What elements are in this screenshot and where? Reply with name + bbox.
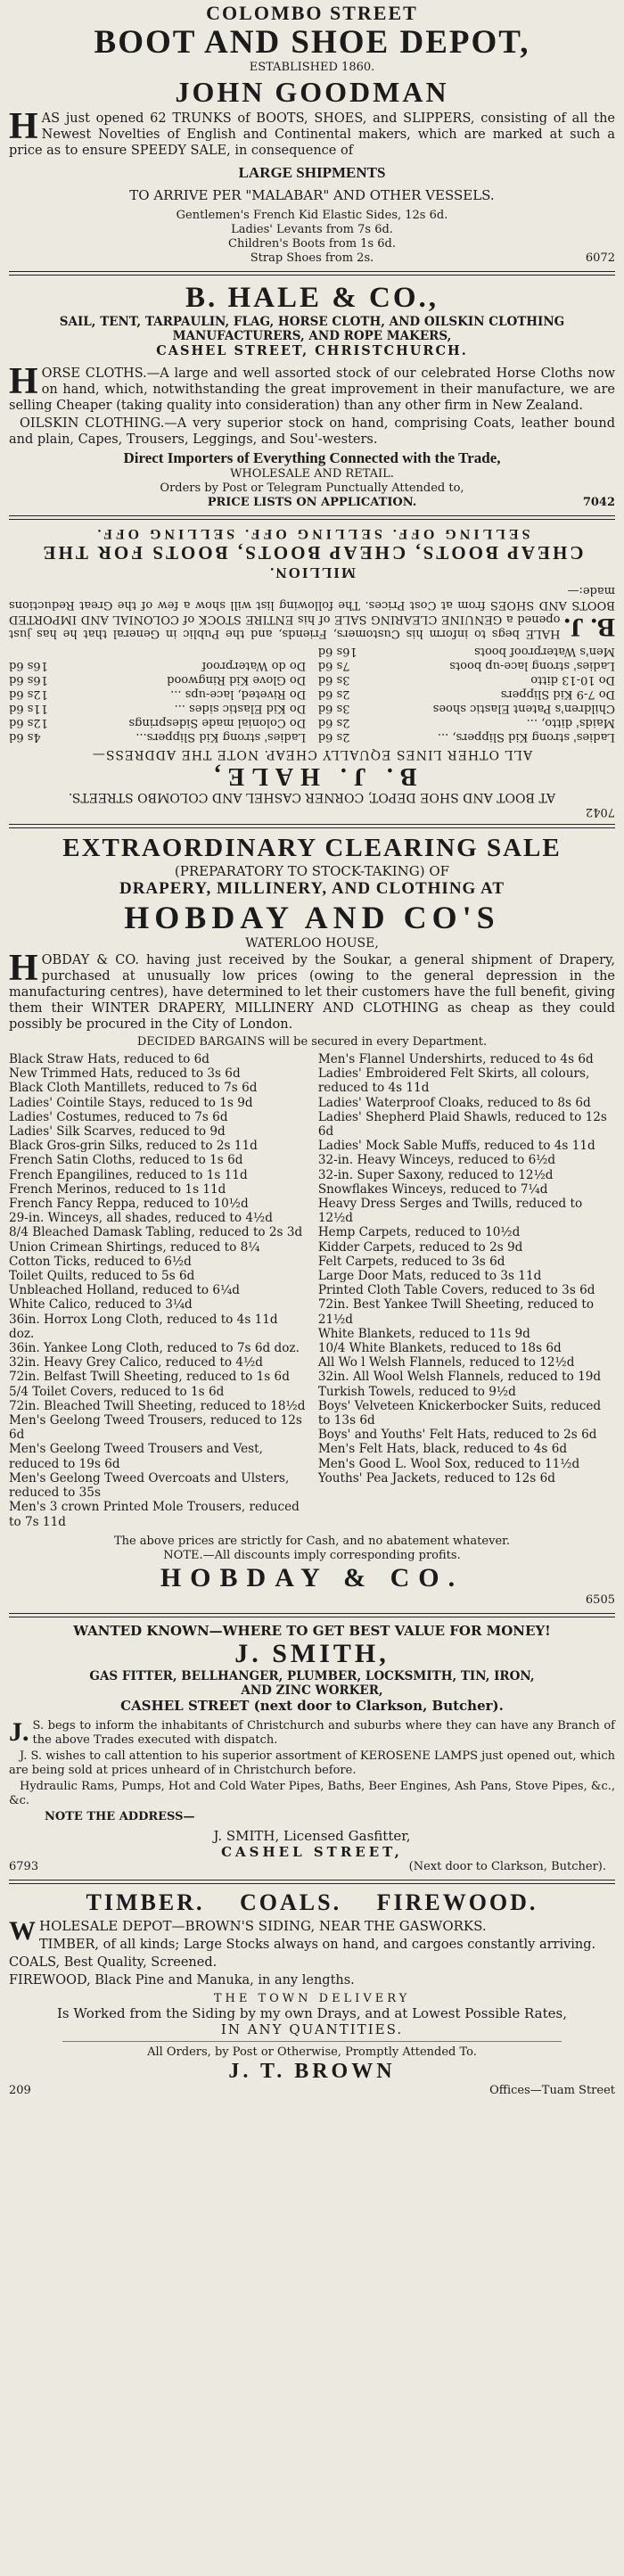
bargain-item: 29-in. Winceys, all shades, reduced to 4½d	[9, 1211, 273, 1226]
ad4-sub2: DRAPERY, MILLINERY, AND CLOTHING AT	[119, 879, 505, 898]
ad1-street: COLOMBO STREET	[206, 2, 418, 24]
bargain-item: Men's 3 crown Printed Mole Trousers, reduced to 7s 11d	[9, 1500, 300, 1529]
ad5-body3: Hydraulic Rams, Pumps, Hot and Cold Water Pipes, Baths, Beer Engines, Ash Pans, Stove Pipes, &c., &c.	[9, 1779, 615, 1807]
bargain-item: Printed Cloth Table Covers, reduced to 3s 6d	[317, 1283, 595, 1298]
bargain-item: Ladies' Mock Sable Muffs, reduced to 4s 11d	[317, 1139, 595, 1154]
ad5-drop-cap: J.	[9, 1716, 29, 1747]
bargain-item: Kidder Carpets, reduced to 2s 9d	[317, 1239, 523, 1255]
ad1-body: AS just opened 62 TRUNKS of BOOTS, SHOES, and SLIPPERS, consisting of all the Newest Novelties of English and Continental makers, which are marked at such a price as to ensure SPEEDY SALE, in consequence of	[9, 111, 615, 158]
bargain-item: French Epangilines, reduced to 1s 11d	[9, 1167, 248, 1182]
ad3-item	[318, 644, 615, 658]
ad3-item-price: 2s 6d	[317, 687, 350, 701]
ad3-number: 7042	[585, 805, 615, 819]
ad3-item	[318, 672, 615, 687]
brown-timber-ad	[9, 1889, 615, 2098]
divider	[9, 271, 615, 276]
ad3-item-name: Do 10-13 ditto	[530, 673, 615, 687]
ad4-title: EXTRAORDINARY CLEARING SALE	[62, 834, 562, 862]
ad2-line1: SAIL, TENT, TARPAULIN, FLAG, HORSE CLOTH, AND OILSKIN CLOTHING	[59, 315, 565, 329]
ad1-item: Children's Boots from 1s 6d.	[228, 237, 396, 251]
ad1-item-text: Strap Shoes from 2s.	[250, 251, 374, 265]
ad5-trade1: GAS FITTER, BELLHANGER, PLUMBER, LOCKSMITH, TIN, IRON,	[89, 1668, 535, 1683]
bargain-item: Felt Carpets, reduced to 3s 6d	[317, 1254, 505, 1269]
bj-hale-upside-down-ad	[9, 525, 615, 819]
ad3-item	[318, 715, 615, 729]
ad2-title: B. HALE & CO.,	[185, 282, 439, 314]
bargain-item: Ladies' Silk Scarves, reduced to 9d	[9, 1124, 226, 1140]
ad4-number: 6505	[585, 1593, 615, 1607]
ad5-wanted: WANTED KNOWN—WHERE TO GET BEST VALUE FOR MONEY!	[73, 1622, 551, 1639]
ad3-item-price: 11s 6d	[9, 702, 48, 715]
goodman-boot-ad	[9, 2, 615, 266]
bargain-item: All Wo l Welsh Flannels, reduced to 12½d	[317, 1355, 575, 1370]
ad3-headline: CHEAP BOOTS, CHEAP BOOTS, BOOTS FOR THE	[40, 542, 584, 564]
divider	[62, 2041, 562, 2042]
ad3-item	[9, 658, 306, 672]
ad5-trade2: AND ZINC WORKER,	[241, 1683, 383, 1698]
ad2-price: PRICE LISTS ON APPLICATION.	[207, 496, 417, 509]
ad5-sig2: CASHEL STREET,	[221, 1843, 403, 1860]
ad4-footer: HOBDAY & CO.	[160, 1562, 464, 1593]
bargain-item: 5/4 Toilet Covers, reduced to 1s 6d	[9, 1384, 225, 1399]
ad4-right-column	[318, 1052, 615, 1529]
bargain-item: French Merinos, reduced to 1s 11d	[9, 1181, 226, 1197]
bargain-item: Black Gros-grin Silks, reduced to 2s 11d	[9, 1139, 258, 1154]
ad3-item-name: Ladies' strong Kid Slippers, ...	[437, 730, 615, 744]
bargain-item: 32in. Heavy Grey Calico, reduced to 4½d	[9, 1355, 263, 1370]
bargain-item: Men's Geelong Tweed Trousers, reduced to 12s 6d	[9, 1413, 302, 1443]
ad3-item-name: Maids' ditto, ...	[526, 716, 615, 729]
ad5-name: J. SMITH,	[234, 1638, 390, 1668]
bargain-item: Ladies' Costumes, reduced to 7s 6d	[9, 1109, 228, 1124]
ad4-firm: HOBDAY AND CO'S	[124, 900, 500, 935]
ad6-town: THE TOWN DELIVERY	[213, 1991, 411, 2005]
ad3-item	[9, 687, 306, 701]
bargain-item: Ladies' Shepherd Plaid Shawls, reduced to 12s 6d	[317, 1109, 607, 1140]
ad3-left-list	[318, 644, 615, 744]
ad3-selling: SELLING OFF. SELLING OFF. SELLING OFF.	[94, 526, 530, 541]
ad3-million: MILLION.	[268, 564, 356, 581]
ad6-number: 209	[9, 2083, 31, 2097]
ad3-note: ALL OTHER LINES EQUALLY CHEAP. NOTE THE ADDRESS—	[91, 747, 533, 761]
ad2-price-line	[9, 496, 615, 510]
ad6-coals: COALS, Best Quality, Screened.	[9, 1955, 218, 1970]
bargain-item: Boys' Velveteen Knickerbocker Suits, reduced to 13s 6d	[317, 1398, 602, 1428]
ad5-body1: S. begs to inform the inhabitants of Christchurch and suburbs where they can have any Branch of the above Trades executed with dispatch.	[32, 1718, 615, 1747]
bargain-item: White Blankets, reduced to 11s 9d	[317, 1326, 530, 1341]
ad1-item	[9, 251, 615, 266]
ad3-intro: HALE begs to inform his Customers, Friends, and the Public in General that he has just opened a GENUINE CLEARING SALE of his ENTIRE STOCK of COLONIAL AND IMPORTED BOOTS AND SHOES from at Cost Prices. The following list will show a few of the Great Reductions made:—	[9, 584, 615, 640]
ad3-item-price: 2s 6d	[317, 730, 350, 744]
bargain-item: Black Straw Hats, reduced to 6d	[9, 1052, 209, 1066]
smith-gasfitter-ad	[9, 1623, 615, 1874]
ad1-name: JOHN GOODMAN	[175, 76, 449, 108]
bargain-item: Men's Geelong Tweed Trousers and Vest, reduced to 19s 6d	[9, 1442, 263, 1471]
ad2-line2: MANUFACTURERS, AND ROPE MAKERS,	[172, 329, 452, 343]
bargain-item: Men's Felt Hats, black, reduced to 4s 6d	[317, 1442, 568, 1457]
ad3-item-price: 16s 6d	[9, 673, 48, 687]
ad2-direct: Direct Importers of Everything Connected with the Trade,	[123, 449, 501, 466]
ad3-item-price: 2s 6d	[317, 716, 350, 729]
ad5-street: CASHEL STREET (next door to Clarkson, Butcher).	[120, 1697, 504, 1714]
bargain-item: Turkish Towels, reduced to 9½d	[317, 1384, 516, 1399]
ad1-title: BOOT AND SHOE DEPOT,	[94, 24, 530, 61]
divider	[9, 824, 615, 828]
bargain-item: Heavy Dress Serges and Twills, reduced to 12½d	[317, 1197, 583, 1226]
ad3-name: B. J. HALE,	[207, 762, 417, 790]
ad3-item	[318, 729, 615, 744]
ad6-offices: Offices—Tuam Street	[489, 2083, 615, 2097]
ad3-item	[318, 701, 615, 715]
ad5-body2: J. S. wishes to call attention to his superior assortment of KEROSENE LAMPS just opened out, which are being sold at prices unheard of in Christchurch before.	[9, 1749, 615, 1777]
ad4-house: WATERLOO HOUSE,	[245, 936, 379, 951]
divider	[9, 1880, 615, 1884]
bargain-item: Unbleached Holland, reduced to 6¼d	[9, 1283, 240, 1298]
ad1-item: Gentlemen's French Kid Elastic Sides, 12s 6d.	[176, 209, 448, 222]
bargain-item: Men's Good L. Wool Sox, reduced to 11½d	[317, 1456, 580, 1471]
ad2-body1: ORSE CLOTHS.—A large and well assorted stock of our celebrated Horse Cloths now on hand, which, notwithstanding the great improvement in their manufacture, we are selling Cheaper (taking quality into consideration) than any other firm in New Zealand.	[9, 366, 615, 413]
ad3-item-price: 4s 6d	[9, 730, 41, 744]
ad6-qty: IN ANY QUANTITIES.	[220, 2020, 404, 2037]
bargain-item: Boys' and Youths' Felt Hats, reduced to 2s 6d	[317, 1428, 597, 1443]
ad3-item-name: Do Glove Kid Ringwood	[167, 673, 307, 687]
bargain-item: French Fancy Reppa, reduced to 10½d	[9, 1197, 249, 1212]
ad5-sig-line	[9, 1860, 615, 1874]
ad3-item-price: 3s 6d	[317, 702, 350, 715]
ad6-name: J. T. BROWN	[228, 2059, 396, 2083]
bargain-item: Youths' Pea Jackets, reduced to 12s 6d	[317, 1470, 555, 1486]
ad3-price-lists	[9, 644, 615, 744]
bargain-item: Ladies' Cointile Stays, reduced to 1s 9d	[9, 1095, 253, 1110]
bargain-item: 8/4 Bleached Damask Tabling, reduced to 2s 3d	[9, 1225, 303, 1240]
ad3-item-name: Ladies' strong lace-up boots	[449, 659, 615, 672]
bargain-item: 32-in. Super Saxony, reduced to 12½d	[317, 1167, 554, 1182]
ad4-body: OBDAY & CO. having just received by the Soukar, a general shipment of Drapery, purchased at unusually low prices (owing to the general depression in the manufacturing centres), have determined to let their customers have the full benefit, giving them their WINTER DRAPERY, MILLINERY AND CLOTHING as cheap as they could possibly be procured in the City of London.	[9, 953, 615, 1032]
bargain-item: 72in. Bleached Twill Sheeting, reduced to 18½d	[9, 1398, 306, 1413]
ad3-item-name: Do Riveted, lace-ups ...	[170, 687, 307, 701]
bargain-item: Snowflakes Winceys, reduced to 7¼d	[317, 1181, 548, 1197]
ad3-item-name: Children's Patent Elastic shoes	[432, 702, 615, 715]
ad3-item-price: 7s 6d	[317, 659, 350, 672]
ad3-item	[9, 672, 306, 687]
ad2-body2: OILSKIN CLOTHING.—A very superior stock on hand, comprising Coats, leather bound and plain, Capes, Trousers, Leggings, and Sou'-westers.	[9, 416, 615, 447]
bargain-item: 36in. Horrox Long Cloth, reduced to 4s 11d doz.	[9, 1312, 278, 1341]
ad3-item-price: 16s 6d	[317, 645, 357, 658]
ad4-sub: (PREPARATORY TO STOCK-TAKING) OF	[174, 863, 450, 879]
bargain-item: Cotton Ticks, reduced to 6½d	[9, 1254, 192, 1269]
bargain-item: 32in. All Wool Welsh Flannels, reduced to 19d	[317, 1370, 602, 1385]
newspaper-advertisements-page	[9, 0, 615, 2098]
bargain-item: French Satin Cloths, reduced to 1s 6d	[9, 1153, 243, 1168]
ad2-wholesale: WHOLESALE AND RETAIL.	[230, 467, 394, 481]
ad6-line1: HOLESALE DEPOT—BROWN'S SIDING, NEAR THE GASWORKS.	[39, 1917, 487, 1934]
divider	[9, 515, 615, 520]
ad3-address: AT BOOT AND SHOE DEPOT, CORNER CASHEL AND COLOMBO STREETS.	[68, 790, 556, 804]
bargain-item: Toilet Quilts, reduced to 5s 6d	[9, 1269, 195, 1284]
divider	[9, 1613, 615, 1617]
ad4-left-column	[9, 1052, 306, 1529]
ad3-item	[318, 658, 615, 672]
ad6-orders: All Orders, by Post or Otherwise, Promptly Attended To.	[147, 2045, 477, 2059]
ad1-large: LARGE SHIPMENTS	[238, 164, 386, 181]
ad6-footer	[9, 2084, 615, 2098]
ad4-decided: DECIDED BARGAINS will be secured in every Department.	[136, 1035, 488, 1049]
bargain-item: Large Door Mats, reduced to 3s 11d	[317, 1269, 542, 1284]
ad3-item-price: 16s 6d	[9, 659, 48, 672]
ad3-item-name: Do Kid Elastic sides ...	[174, 702, 307, 715]
bargain-item: Ladies' Embroidered Felt Skirts, all colours, reduced to 4s 11d	[317, 1066, 590, 1096]
ad4-cash: The above prices are strictly for Cash, and no abatement whatever.	[113, 1534, 511, 1548]
ad3-item-name: Do 7-9 Kid Slippers	[500, 687, 615, 701]
ad6-drop-cap: W	[9, 1915, 36, 1946]
ad4-footer-line	[9, 1563, 615, 1593]
ad1-item: Ladies' Levants from 7s 6d.	[231, 223, 393, 236]
ad6-worked: Is Worked from the Siding by my own Drays, and at Lowest Possible Rates,	[57, 2004, 567, 2021]
ad3-item	[9, 729, 306, 744]
bargain-item: Union Crimean Shirtings, reduced to 8¼	[9, 1239, 260, 1255]
bargain-item: 10/4 White Blankets, reduced to 18s 6d	[317, 1341, 562, 1356]
ad2-number: 7042	[582, 496, 615, 509]
bargain-item: 32-in. Heavy Winceys, reduced to 6½d	[317, 1153, 556, 1168]
ad1-established: ESTABLISHED 1860.	[249, 61, 375, 74]
bargain-item: New Trimmed Hats, reduced to 3s 6d	[9, 1066, 241, 1082]
ad3-item	[318, 687, 615, 701]
ad5-sig: J. SMITH, Licensed Gasfitter,	[213, 1827, 411, 1844]
bargain-item: 36in. Yankee Long Cloth, reduced to 7s 6d doz.	[9, 1341, 300, 1356]
bargain-item: Men's Flannel Undershirts, reduced to 4s 6d	[317, 1052, 594, 1066]
ad3-item-name: Men's Waterproof boots	[474, 645, 615, 658]
ad3-item-price: 3s 6d	[317, 673, 350, 687]
bargain-item: Black Cloth Mantillets, reduced to 7s 6d	[9, 1081, 258, 1096]
ad2-drop-cap: H	[9, 361, 38, 402]
ad4-drop-cap: H	[9, 948, 38, 989]
ad1-drop-cap: H	[9, 106, 38, 147]
ad5-sig3: (Next door to Clarkson, Butcher).	[408, 1859, 606, 1873]
ad6-firewood: FIREWOOD, Black Pine and Manuka, in any lengths.	[9, 1972, 355, 1988]
ad6-timber: TIMBER, of all kinds; Large Stocks always on hand, and cargoes constantly arriving.	[39, 1937, 596, 1952]
bargain-item: 72in. Belfast Twill Sheeting, reduced to 1s 6d	[9, 1370, 290, 1385]
ad1-number: 6072	[585, 251, 615, 265]
ad5-number: 6793	[9, 1859, 39, 1873]
bargain-item: Men's Geelong Tweed Overcoats and Ulsters, reduced to 35s	[9, 1470, 290, 1501]
bargain-item: White Calico, reduced to 3¼d	[9, 1297, 193, 1313]
ad1-arrive: TO ARRIVE PER "MALABAR" AND OTHER VESSELS.	[129, 187, 495, 203]
ad5-note: NOTE THE ADDRESS—	[45, 1809, 195, 1823]
ad3-item-name: Ladies' strong Kid Slippers...	[135, 730, 307, 744]
ad3-address-line	[9, 804, 615, 819]
ad3-item-name: Do do Waterproof	[201, 659, 307, 672]
bargain-item: 72in. Best Yankee Twill Sheeting, reduced to 21½d	[317, 1297, 595, 1327]
bargain-item: Hemp Carpets, reduced to 10½d	[317, 1225, 521, 1240]
ad3-item-price: 12s 6d	[9, 687, 48, 701]
ad3-item	[9, 715, 306, 729]
ad3-item-name: Do Colonial made Sidesprings	[128, 716, 307, 729]
ad3-right-list	[9, 644, 306, 744]
ad2-line3: CASHEL STREET, CHRISTCHURCH.	[156, 343, 468, 358]
ad3-item-price: 12s 6d	[9, 716, 48, 729]
ad6-title: TIMBER. COALS. FIREWOOD.	[86, 1889, 538, 1915]
bargain-item: Ladies' Waterproof Cloaks, reduced to 8s 6d	[317, 1095, 591, 1110]
ad2-orders: Orders by Post or Telegram Punctually Attended to,	[160, 481, 464, 495]
hale-sail-ad	[9, 281, 615, 510]
ad4-note: NOTE.—All discounts imply corresponding profits.	[163, 1548, 461, 1562]
hobday-clearing-sale-ad	[9, 834, 615, 1608]
ad3-drop-cap: B. J.	[563, 613, 615, 642]
ad4-bargain-columns	[9, 1052, 615, 1529]
ad3-item	[9, 701, 306, 715]
